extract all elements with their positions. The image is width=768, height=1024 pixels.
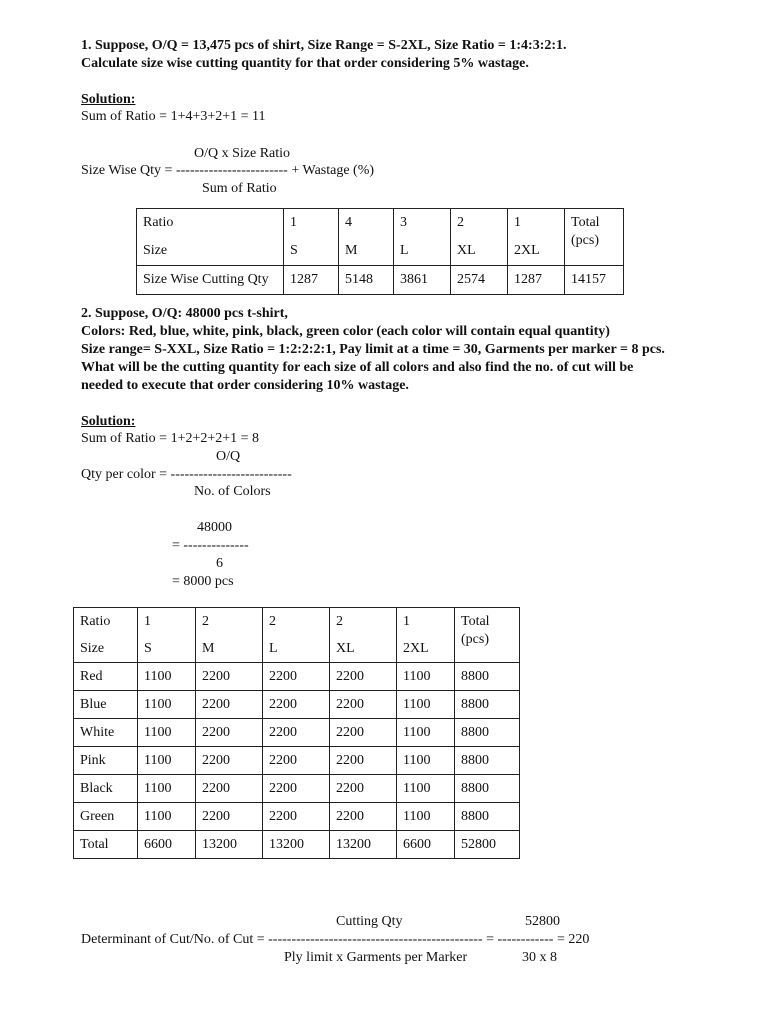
q2-qty-cell: 2200	[330, 803, 397, 831]
q2-qty-cell: 1100	[138, 719, 196, 747]
q2-row-total: 8800	[455, 803, 520, 831]
q2-color-label: Green	[74, 803, 138, 831]
q2-qty-cell: 1100	[397, 719, 455, 747]
q2-statement-line2: Colors: Red, blue, white, pink, black, green color (each color will contain equal quantity)	[81, 324, 610, 339]
q1-cutting-row	[137, 266, 624, 295]
q2-qty-cell: 2200	[263, 747, 330, 775]
q1-ratio-label: Ratio	[137, 209, 284, 238]
q1-solution-label: Solution:	[81, 92, 136, 107]
q2-qty-cell: 2200	[263, 663, 330, 691]
q2-qty-cell: 1100	[397, 775, 455, 803]
q2-qty-cell: 1100	[138, 747, 196, 775]
q2-cut-numerator-value: 52800	[525, 914, 560, 929]
q2-qty-cell: 2200	[330, 775, 397, 803]
q2-color-size-table	[73, 607, 520, 859]
q1-formula-numerator: O/Q x Size Ratio	[194, 146, 291, 161]
q2-statement-line5: needed to execute that order considering 10% wastage.	[81, 378, 409, 393]
q2-qty-cell: 2200	[330, 691, 397, 719]
q1-size-cell: S	[284, 237, 339, 266]
q2-color-row-blue	[74, 691, 520, 719]
q2-ratio-cell: 2	[196, 608, 263, 636]
q1-cutting-total: 14157	[565, 266, 624, 295]
q1-sum-of-ratio: Sum of Ratio = 1+4+3+2+1 = 11	[81, 109, 266, 124]
q2-statement-line1: 2. Suppose, O/Q: 48000 pcs t-shirt,	[81, 306, 288, 321]
q2-qty-cell: 1100	[397, 747, 455, 775]
q2-ratio-row	[74, 608, 520, 636]
q2-color-label: Black	[74, 775, 138, 803]
q2-qty-cell: 1100	[138, 775, 196, 803]
q1-size-cell: M	[339, 237, 394, 266]
q2-qty-cell: 2200	[196, 691, 263, 719]
q2-qty-cell: 2200	[196, 775, 263, 803]
q2-color-label: Blue	[74, 691, 138, 719]
q1-ratio-cell: 1	[284, 209, 339, 238]
q2-ratio-cell: 1	[397, 608, 455, 636]
q2-row-total: 8800	[455, 775, 520, 803]
q2-total-row	[74, 831, 520, 859]
q1-total-header: Total (pcs)	[565, 209, 624, 266]
q2-qty-cell: 2200	[330, 747, 397, 775]
q2-qty-cell: 1100	[138, 803, 196, 831]
q2-qty-cell: 2200	[196, 719, 263, 747]
q1-statement-line2: Calculate size wise cutting quantity for that order considering 5% wastage.	[81, 56, 529, 71]
q2-solution-label: Solution:	[81, 414, 136, 429]
q2-qty-cell: 2200	[263, 803, 330, 831]
q2-ratio-cell: 2	[263, 608, 330, 636]
q2-qty-cell: 2200	[263, 775, 330, 803]
q1-formula-denominator: Sum of Ratio	[202, 181, 277, 196]
q1-size-label: Size	[137, 237, 284, 266]
q2-color-row-red	[74, 663, 520, 691]
q2-color-label: Red	[74, 663, 138, 691]
q2-color-row-white	[74, 719, 520, 747]
q2-ratio-cell: 1	[138, 608, 196, 636]
q2-qty-numerator: O/Q	[216, 449, 241, 464]
q2-calc-denominator: 6	[216, 556, 223, 571]
q1-ratio-cell: 3	[394, 209, 451, 238]
q2-total-cell: 13200	[330, 831, 397, 859]
q2-qty-cell: 1100	[397, 803, 455, 831]
q1-cutting-cell: 5148	[339, 266, 394, 295]
q2-color-row-pink	[74, 747, 520, 775]
q2-qty-cell: 1100	[397, 663, 455, 691]
q2-statement-line4: What will be the cutting quantity for each size of all colors and also find the no. of cut will be	[81, 360, 634, 375]
q1-cutting-cell: 1287	[284, 266, 339, 295]
q2-size-cell: XL	[330, 635, 397, 663]
q2-row-total: 8800	[455, 691, 520, 719]
q1-cutting-label: Size Wise Cutting Qty	[137, 266, 284, 295]
q2-qty-denominator: No. of Colors	[194, 484, 271, 499]
q2-size-cell: M	[196, 635, 263, 663]
q2-qty-cell: 2200	[196, 747, 263, 775]
q2-qty-cell: 2200	[263, 691, 330, 719]
q2-total-header: Total (pcs)	[455, 608, 520, 663]
q2-qty-cell: 1100	[138, 663, 196, 691]
q2-qty-cell: 2200	[263, 719, 330, 747]
q1-ratio-cell: 1	[508, 209, 565, 238]
q1-size-row	[137, 237, 624, 266]
q2-row-total: 8800	[455, 663, 520, 691]
q2-color-row-green	[74, 803, 520, 831]
q2-total-cell: 6600	[138, 831, 196, 859]
q2-sum-of-ratio: Sum of Ratio = 1+2+2+2+1 = 8	[81, 431, 260, 446]
q2-ratio-cell: 2	[330, 608, 397, 636]
q1-ratio-cell: 4	[339, 209, 394, 238]
q1-size-table	[136, 208, 624, 295]
q2-total-cell: 13200	[263, 831, 330, 859]
q2-qty-cell: 1100	[397, 691, 455, 719]
q2-ratio-label: Ratio	[74, 608, 138, 636]
q1-statement-line1: 1. Suppose, O/Q = 13,475 pcs of shirt, Size Range = S-2XL, Size Ratio = 1:4:3:2:1.	[81, 38, 567, 53]
q1-cutting-cell: 1287	[508, 266, 565, 295]
q2-grand-total: 52800	[455, 831, 520, 859]
q1-cutting-cell: 2574	[451, 266, 508, 295]
q2-qty-cell: 1100	[138, 691, 196, 719]
q2-size-row	[74, 635, 520, 663]
q1-size-cell: XL	[451, 237, 508, 266]
q1-size-cell: 2XL	[508, 237, 565, 266]
q2-total-cell: 6600	[397, 831, 455, 859]
q2-total-cell: 13200	[196, 831, 263, 859]
q2-statement-line3: Size range= S-XXL, Size Ratio = 1:2:2:2:1, Pay limit at a time = 30, Garments per marker = 8 pcs.	[81, 342, 665, 357]
q2-size-cell: S	[138, 635, 196, 663]
q2-color-label: White	[74, 719, 138, 747]
q2-size-label: Size	[74, 635, 138, 663]
q1-formula-line: Size Wise Qty = ------------------------ + Wastage (%)	[81, 163, 375, 178]
q2-row-total: 8800	[455, 719, 520, 747]
q2-qty-cell: 2200	[196, 663, 263, 691]
q2-cut-denominator-value: 30 x 8	[522, 950, 557, 965]
q2-qty-cell: 2200	[330, 663, 397, 691]
q2-qty-cell: 2200	[330, 719, 397, 747]
q2-cut-numerator-label: Cutting Qty	[336, 914, 403, 929]
q1-size-cell: L	[394, 237, 451, 266]
q2-qty-cell: 2200	[196, 803, 263, 831]
q2-qty-line: Qty per color = --------------------------	[81, 467, 292, 482]
q2-calc-dash: = --------------	[172, 538, 249, 553]
q2-size-cell: L	[263, 635, 330, 663]
q2-color-row-black	[74, 775, 520, 803]
q2-total-row-label: Total	[74, 831, 138, 859]
q2-size-cell: 2XL	[397, 635, 455, 663]
q1-ratio-row	[137, 209, 624, 238]
q2-cut-formula-line: Determinant of Cut/No. of Cut = ---------------------------------------------- = ------------ = 220	[81, 932, 590, 947]
q2-color-label: Pink	[74, 747, 138, 775]
q1-ratio-cell: 2	[451, 209, 508, 238]
q2-row-total: 8800	[455, 747, 520, 775]
q2-calc-numerator: 48000	[197, 520, 232, 535]
q2-calc-result: = 8000 pcs	[172, 574, 234, 589]
q2-cut-denominator-label: Ply limit x Garments per Marker	[284, 950, 468, 965]
q1-cutting-cell: 3861	[394, 266, 451, 295]
